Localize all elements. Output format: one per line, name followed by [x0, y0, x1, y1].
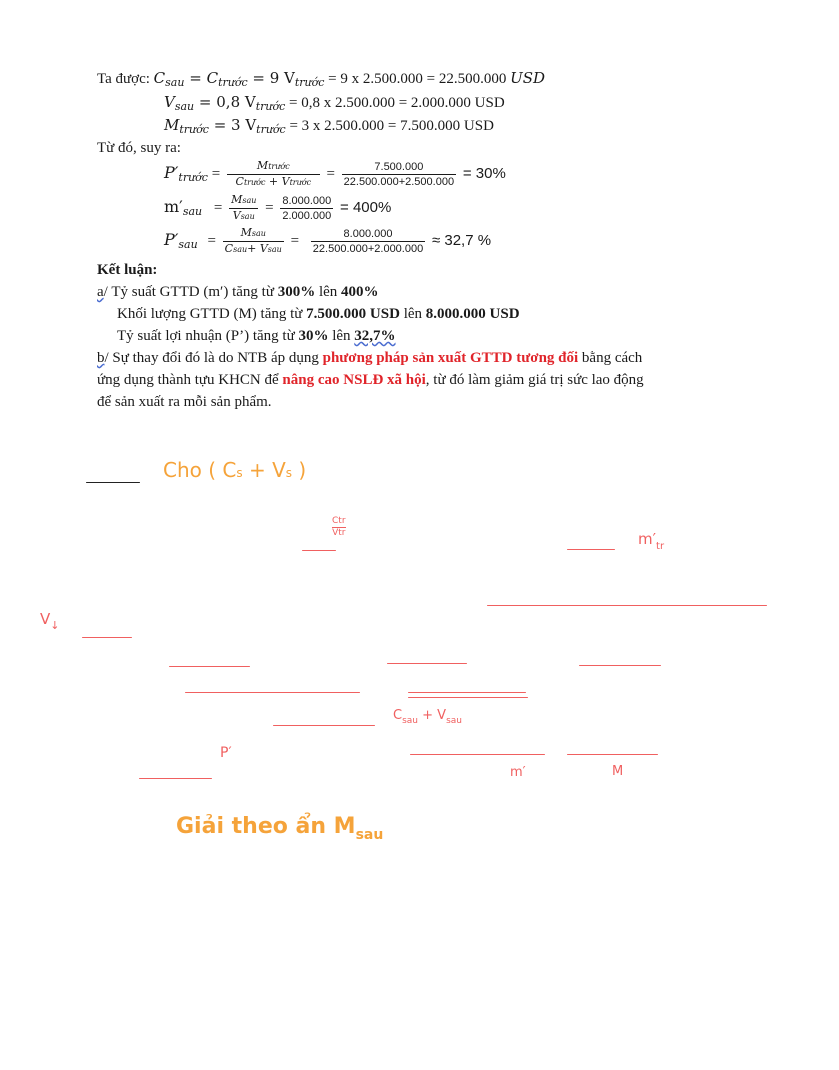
- conclusion-b-line2: ứng dụng thành tựu KHCN để nâng cao NSLĐ xã hội, từ đó làm giảm giá trị sức lao động: [97, 372, 644, 388]
- red-stroke: [139, 778, 212, 779]
- red-stroke: [387, 663, 467, 664]
- handwritten-m-tr: $m'_{tr}$: [638, 530, 665, 552]
- black-underline: [86, 482, 140, 483]
- red-stroke: [408, 692, 526, 693]
- handwritten-ctr-vtr: Ctr Vtr: [332, 516, 346, 538]
- formula-p-truoc: P′trước = $\frac{\text{Mtrước}}{\text{Ctrước + Vtrước}}$ = $\frac{7.500.000}{22.500.000+2.500.000}$ = 30%: [164, 159, 506, 189]
- handwritten-m-big: M: [612, 764, 624, 779]
- handwritten-v-down: $V_↓$: [40, 610, 60, 632]
- fraction-m-over-cv: $\frac{\text{Msau}}{\text{Csau+ Vsau}}$: [224, 226, 282, 256]
- red-stroke: [169, 666, 250, 667]
- fraction-m-over-cv: $\frac{\text{Mtrước}}{\text{Ctrước + Vtrước}}$: [227, 159, 320, 190]
- calc-line-v-sau: $V_{sau} = 0,8$ $V_{trước} = 0,8$ x 2.500.000 = 2.000.000 USD: [164, 93, 505, 113]
- handwritten-giai-theo-an: Giải theo ẩn $M_{sau}$: [176, 814, 384, 843]
- red-stroke: [567, 754, 658, 755]
- fraction-numbers: $\frac{8.000.000}{2.000.000}$: [282, 195, 332, 223]
- red-stroke: [302, 550, 336, 551]
- handwritten-p-prime: P′: [220, 745, 232, 761]
- suy-ra-text: Từ đó, suy ra:: [97, 140, 181, 156]
- red-stroke: [410, 754, 545, 755]
- fraction-numbers: $\frac{7.500.000}{22.500.000+2.500.000}$: [343, 161, 455, 189]
- conclusion-a2: Khối lượng GTTD (M) tăng từ 7.500.000 USD lên 8.000.000 USD: [117, 306, 520, 322]
- lead-text: Ta được:: [97, 71, 150, 87]
- fraction-numbers: $\frac{8.000.000}{22.500.000+2.000.000}$: [312, 228, 424, 256]
- fraction-m-over-v: $\frac{\text{Msau}}{\text{Vsau}}$: [231, 193, 257, 223]
- handwritten-m-prime: m′: [510, 765, 526, 780]
- red-stroke: [185, 692, 360, 693]
- conclusion-a: a/ Tỷ suất GTTD (m′) tăng từ 300% lên 400%: [97, 284, 379, 300]
- conclusion-b-line3: để sản xuất ra mỗi sản phẩm.: [97, 394, 272, 410]
- handwritten-c-sau-v-sau: $C_{sau} + V_{sau}$: [393, 708, 462, 726]
- red-stroke: [567, 549, 615, 550]
- formula-p-sau: P′sau = $\frac{\text{Msau}}{\text{Csau+ Vsau}}$ = $\frac{8.000.000}{22.500.000+2.000.000}$ ≈ 32,7 %: [164, 226, 492, 256]
- red-stroke: [273, 725, 375, 726]
- red-stroke: [408, 697, 528, 698]
- red-stroke: [82, 637, 132, 638]
- formula-m-sau: m′sau = $\frac{\text{Msau}}{\text{Vsau}}$ = $\frac{8.000.000}{2.000.000}$ = 400%: [164, 193, 392, 223]
- calc-line-m-truoc: $M_{trước} = 3$ $V_{trước} = 3$ x 2.500.000 = 7.500.000 USD: [164, 116, 494, 136]
- handwritten-cho: Cho ( Cs + Vs ): [163, 458, 307, 482]
- conclusion-title: Kết luận:: [97, 262, 158, 278]
- conclusion-b-line1: b/ Sự thay đổi đó là do NTB áp dụng phương pháp sản xuất GTTD tương đối bằng cách: [97, 350, 643, 366]
- red-stroke: [487, 605, 767, 606]
- calc-line-c-sau: Ta được: $C_{sau} = C_{trước} = 9$ $V_{trước} = 9$ x 2.500.000 = 22.500.000 USD: [97, 69, 546, 89]
- conclusion-a3: Tỷ suất lợi nhuận (P’) tăng từ 30% lên 32,7%: [117, 328, 396, 344]
- red-stroke: [579, 665, 661, 666]
